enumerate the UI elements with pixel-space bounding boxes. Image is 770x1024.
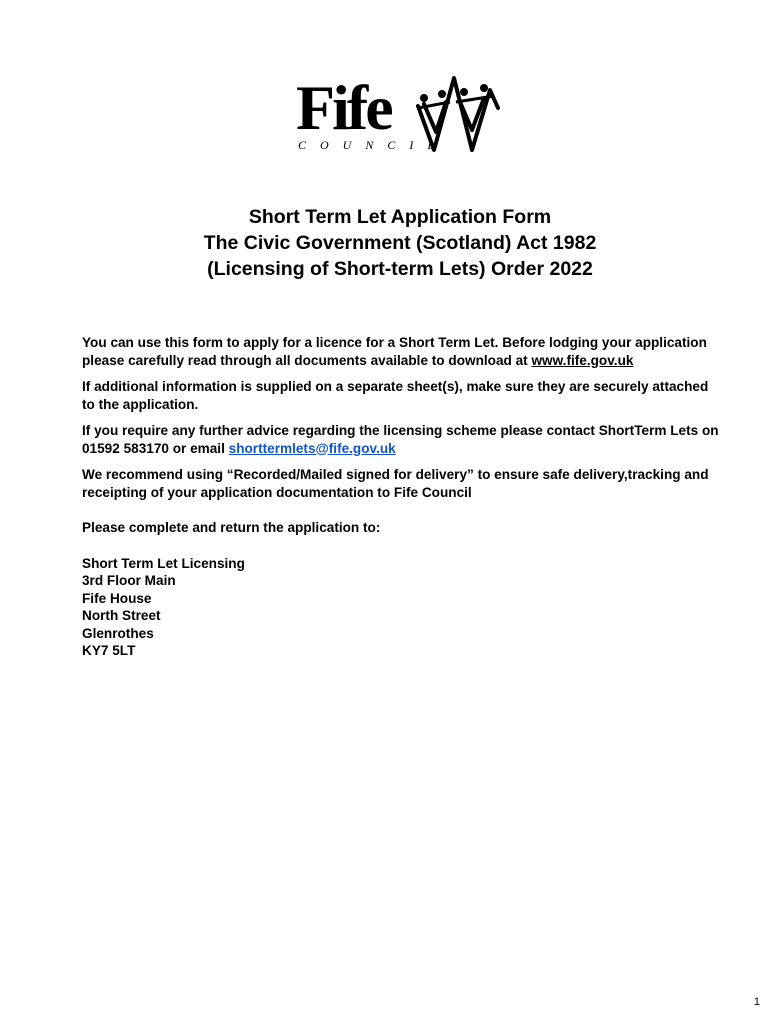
address-line: 3rd Floor Main [82, 573, 176, 588]
return-address [82, 555, 722, 660]
logo-wordmark: Fife [296, 72, 391, 143]
additional-info-paragraph: If additional information is supplied on a separate sheet(s), make sure they are securely attached to the application. [82, 379, 709, 412]
website-link[interactable]: www.fife.gov.uk [531, 352, 634, 368]
body-content [82, 334, 722, 660]
advice-text: If you require any further advice regarding the licensing scheme please contact ShortTerm Lets on 01592 583170 or email [82, 423, 719, 456]
logo-council-text: COUNCIL [298, 138, 449, 152]
address-line: Fife House [82, 590, 152, 606]
recommend-paragraph: We recommend using “Recorded/Mailed signed for delivery” to ensure safe delivery,tracking and receipting of your application documentation to Fife Council [82, 467, 709, 500]
advice-paragraph [82, 422, 722, 457]
title-line-2: The Civic Government (Scotland) Act 1982 [203, 232, 597, 254]
document-title [0, 204, 770, 282]
page-number: 1 [753, 996, 760, 1008]
title-line-3: (Licensing of Short-term Lets) Order 2022 [207, 258, 593, 280]
title-line-1: Short Term Let Application Form [248, 206, 552, 228]
address-line: Short Term Let Licensing [82, 555, 245, 571]
address-line: KY7 5LT [82, 643, 136, 658]
intro-paragraph [82, 334, 722, 369]
address-line: North Street [82, 608, 161, 623]
intro-text: You can use this form to apply for a licence for a Short Term Let. Before lodging your application please carefully read through all documents available to download at [82, 335, 707, 368]
address-line: Glenrothes [82, 625, 154, 641]
email-link[interactable]: shorttermlets@fife.gov.uk [228, 440, 396, 456]
fife-council-logo [296, 68, 502, 156]
return-instruction: Please complete and return the application to: [82, 520, 381, 535]
logo-emblem-icon [414, 68, 502, 156]
